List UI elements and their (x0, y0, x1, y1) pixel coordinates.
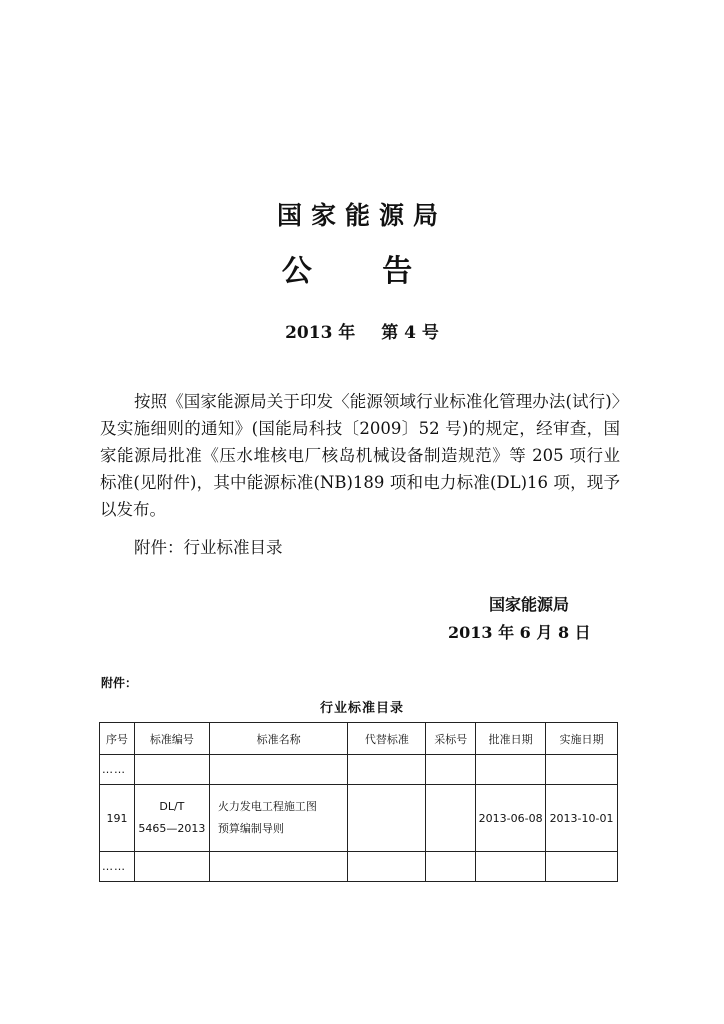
row-name-line2: 预算编制导则 (217, 822, 284, 835)
signature-date: 2013 年 6 月 8 日 (448, 623, 591, 642)
announcement-no: 第 4 号 (381, 323, 439, 343)
col-header-effective-date: 实施日期 (546, 723, 618, 755)
row-code-line2: 5465—2013 (138, 822, 206, 835)
row-name (209, 785, 348, 852)
row-replaces (348, 785, 426, 852)
row-effective-date: 2013-10-01 (546, 785, 618, 852)
col-header-adopted: 采标号 (426, 723, 476, 755)
signer-organization: 国家能源局 (489, 595, 570, 614)
table-row-ellipsis (100, 755, 618, 785)
table-row-ellipsis (100, 852, 618, 882)
table-row (100, 785, 618, 852)
row-code (134, 785, 209, 852)
body-paragraph: 按照《国家能源局关于印发〈能源领域行业标准化管理办法(试行)〉及实施细则的通知》(国能局科技〔2009〕52 号)的规定，经审查，国家能源局批准《压水堆核电厂核岛机械设备制造规范》等 205 项行业标准(见附件)，其中能源标准(NB)189 项和电力标准(DL)16 项，现予以发布。 (100, 392, 620, 519)
attachment-label: 附件： (101, 676, 138, 690)
announcement-year: 2013 年 (285, 323, 356, 343)
table-header-row (100, 723, 618, 755)
row-seq: 191 (100, 785, 135, 852)
announcement-heading: 公 告 (281, 254, 443, 289)
ellipsis-cell: …… (100, 755, 135, 785)
issuer-heading: 国家能源局 (276, 201, 447, 230)
announcement-number (0, 318, 724, 343)
attachment-reference: 附件：行业标准目录 (134, 538, 283, 557)
col-header-replaces: 代替标准 (348, 723, 426, 755)
announcement-body (100, 388, 620, 523)
row-code-line1: DL/T (159, 800, 185, 813)
ellipsis-cell: …… (100, 852, 135, 882)
row-name-line1: 火力发电工程施工图 (217, 800, 317, 813)
row-adopted (426, 785, 476, 852)
col-header-name: 标准名称 (209, 723, 348, 755)
table-title: 行业标准目录 (319, 701, 404, 716)
col-header-seq: 序号 (100, 723, 135, 755)
col-header-approval-date: 批准日期 (476, 723, 546, 755)
standards-table (99, 722, 618, 882)
row-approval-date: 2013-06-08 (476, 785, 546, 852)
col-header-code: 标准编号 (134, 723, 209, 755)
